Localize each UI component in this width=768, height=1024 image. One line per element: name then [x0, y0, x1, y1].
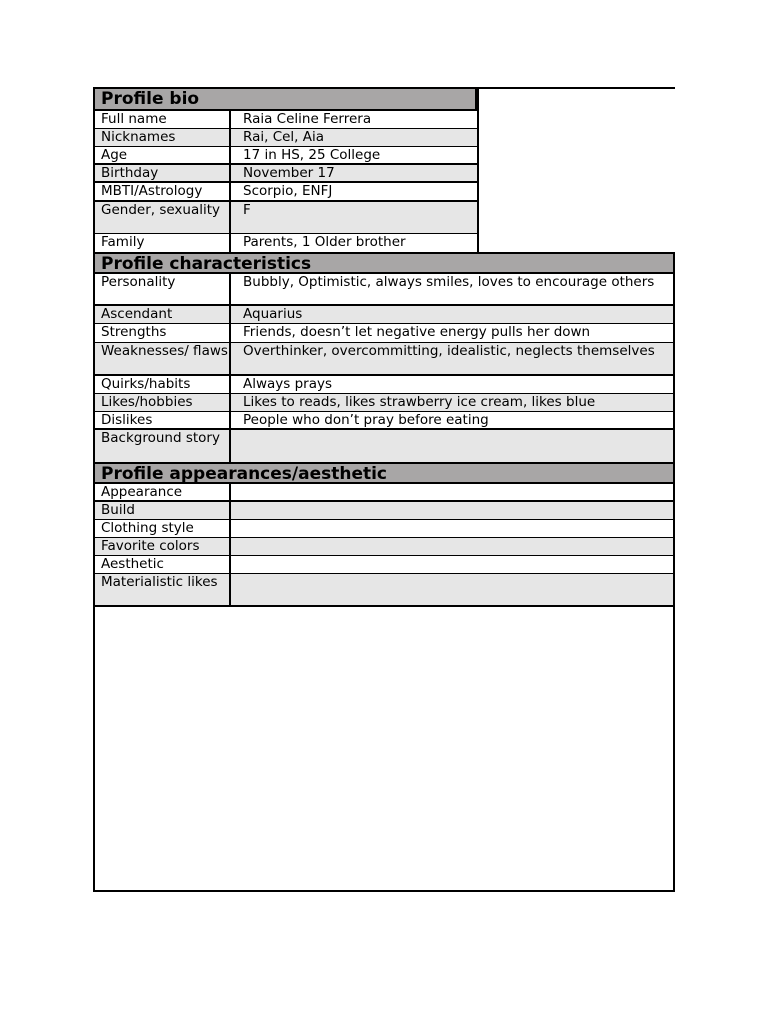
row-value[interactable] — [233, 520, 673, 537]
row-value[interactable]: 17 in HS, 25 College — [243, 147, 381, 163]
row-label: MBTI/Astrology — [95, 183, 231, 200]
table-row — [95, 430, 673, 463]
row-label: Likes/hobbies — [95, 394, 231, 411]
photo-placeholder — [477, 89, 675, 252]
row-label: Clothing style — [95, 520, 231, 537]
row-label: Ascendant — [95, 306, 231, 323]
row-label: Gender, sexuality — [95, 202, 231, 233]
table-row — [95, 502, 673, 520]
row-label: Age — [95, 147, 231, 163]
table-row — [95, 147, 477, 165]
row-value[interactable] — [233, 484, 673, 500]
table-row — [95, 538, 673, 556]
row-value[interactable]: Bubbly, Optimistic, always smiles, loves to encourage others — [243, 274, 655, 290]
row-value[interactable]: Parents, 1 Older brother — [243, 234, 406, 250]
table-row — [95, 202, 477, 234]
row-label: Weaknesses/ flaws — [95, 343, 231, 374]
section-header-characteristics: Profile characteristics — [95, 252, 673, 274]
table-row — [95, 183, 477, 202]
table-row — [95, 376, 673, 394]
row-value[interactable]: Rai, Cel, Aia — [243, 129, 325, 145]
row-label: Dislikes — [95, 412, 231, 428]
row-label: Strengths — [95, 324, 231, 342]
row-label: Nicknames — [95, 129, 231, 146]
table-row — [95, 111, 477, 129]
row-label: Aesthetic — [95, 556, 231, 573]
row-label: Birthday — [95, 165, 231, 181]
row-label: Full name — [95, 111, 231, 128]
table-row — [95, 484, 673, 502]
table-row — [95, 165, 477, 183]
table-row — [95, 520, 673, 538]
table-row — [95, 343, 673, 376]
row-label: Quirks/habits — [95, 376, 231, 393]
profile-sheet — [93, 87, 675, 892]
row-value[interactable] — [233, 502, 673, 519]
table-row — [95, 324, 673, 343]
row-label: Appearance — [95, 484, 231, 500]
row-value[interactable] — [233, 574, 673, 605]
row-value[interactable]: Raia Celine Ferrera — [243, 111, 372, 127]
row-value[interactable] — [233, 556, 673, 573]
table-row — [95, 274, 673, 306]
row-value[interactable]: People who don’t pray before eating — [243, 412, 489, 428]
table-row — [95, 306, 673, 324]
row-label: Background story — [95, 430, 231, 463]
table-row — [95, 574, 673, 607]
row-value[interactable]: Friends, doesn’t let negative energy pulls her down — [243, 324, 591, 340]
table-row — [95, 234, 477, 252]
notes-area[interactable] — [95, 607, 673, 890]
row-value[interactable] — [233, 430, 673, 463]
section-header-appearance: Profile appearances/aesthetic — [95, 462, 673, 484]
row-value[interactable]: Overthinker, overcommitting, idealistic, neglects themselves — [243, 343, 655, 359]
row-value[interactable]: Likes to reads, likes strawberry ice cream, likes blue — [243, 394, 596, 410]
row-label: Materialistic likes — [95, 574, 231, 605]
row-value[interactable]: F — [243, 202, 251, 218]
table-row — [95, 129, 477, 147]
row-value[interactable]: Always prays — [243, 376, 333, 392]
row-label: Personality — [95, 274, 231, 304]
row-label: Favorite colors — [95, 538, 231, 555]
row-value[interactable]: Aquarius — [243, 306, 303, 322]
row-value[interactable]: November 17 — [243, 165, 335, 181]
row-value[interactable]: Scorpio, ENFJ — [243, 183, 333, 199]
table-row — [95, 412, 673, 430]
row-label: Build — [95, 502, 231, 519]
row-label: Family — [95, 234, 231, 252]
table-row — [95, 556, 673, 574]
section-header-bio: Profile bio — [95, 89, 477, 111]
row-value[interactable] — [233, 538, 673, 555]
table-row — [95, 394, 673, 412]
